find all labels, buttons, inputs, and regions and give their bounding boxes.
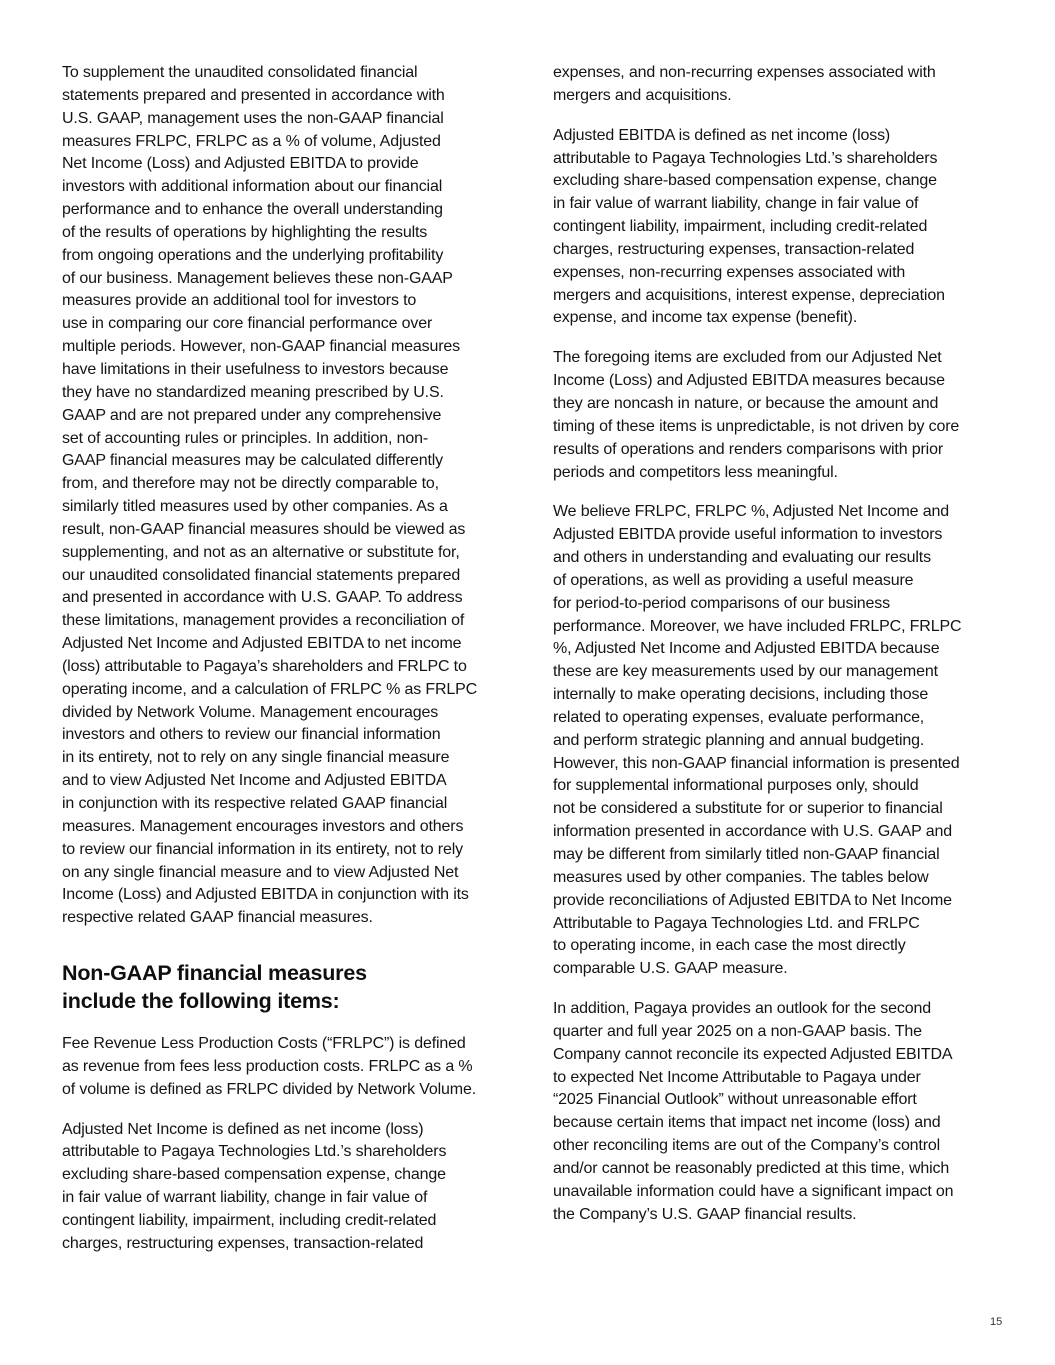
text-line: Company cannot reconcile its expected Adjusted EBITDA	[553, 1045, 953, 1063]
text-line: on any single financial measure and to view Adjusted Net	[62, 863, 459, 881]
text-line: set of accounting rules or principles. In addition, non-	[62, 429, 429, 447]
text-line: other reconciling items are out of the Company’s control	[553, 1137, 941, 1155]
text-line: mergers and acquisitions.	[553, 86, 732, 104]
page-number: 15	[990, 1316, 1003, 1328]
text-line: related to operating expenses, evaluate performance,	[553, 708, 925, 726]
text-line: to review our financial information in its entirety, not to rely	[62, 840, 463, 858]
text-line: performance. Moreover, we have included FRLPC, FRLPC	[553, 617, 962, 635]
text-line: to operating income, in each case the most directly	[553, 937, 906, 955]
text-line: GAAP financial measures may be calculated differently	[62, 452, 443, 470]
text-line: our unaudited consolidated financial statements prepared	[62, 566, 461, 584]
text-line: for period-to-period comparisons of our business	[553, 594, 890, 612]
text-line: the Company’s U.S. GAAP financial results.	[553, 1205, 857, 1223]
text-line: unavailable information could have a significant impact on	[553, 1182, 954, 1200]
text-line: result, non-GAAP financial measures should be viewed as	[62, 520, 466, 538]
adjusted-net-income-definition-paragraph	[62, 1119, 512, 1256]
text-line: Net Income (Loss) and Adjusted EBITDA to provide	[62, 155, 419, 173]
text-line: of volume is defined as FRLPC divided by Network Volume.	[62, 1080, 477, 1098]
text-line: GAAP and are not prepared under any comprehensive	[62, 406, 442, 424]
text-line: investors with additional information about our financial	[62, 178, 443, 196]
text-line: operating income, and a calculation of FRLPC % as FRLPC	[62, 680, 478, 698]
text-line: use in comparing our core financial performance over	[62, 315, 433, 333]
text-line: attributable to Pagaya Technologies Ltd.’s shareholders	[62, 1143, 447, 1161]
text-line: expenses, non-recurring expenses associated with	[553, 263, 906, 281]
text-line: include the following items:	[62, 989, 340, 1014]
text-line: in its entirety, not to rely on any single financial measure	[62, 749, 450, 767]
text-line: of the results of operations by highlighting the results	[62, 223, 428, 241]
text-line: and others in understanding and evaluating our results	[553, 549, 931, 567]
foregoing-items-paragraph	[553, 347, 1003, 484]
text-line: Adjusted Net Income is defined as net income (loss)	[62, 1120, 424, 1138]
text-line: these limitations, management provides a reconciliation of	[62, 612, 465, 630]
text-line: to expected Net Income Attributable to Pagaya under	[553, 1068, 921, 1086]
text-line: supplementing, and not as an alternative or substitute for,	[62, 543, 460, 561]
text-line: in fair value of warrant liability, change in fair value of	[553, 195, 919, 213]
text-line: We believe FRLPC, FRLPC %, Adjusted Net Income and	[553, 503, 949, 521]
text-line: Adjusted EBITDA is defined as net income (loss)	[553, 126, 891, 144]
text-line: contingent liability, impairment, including credit-related	[62, 1211, 437, 1229]
text-line: for supplemental informational purposes only, should	[553, 777, 919, 795]
text-line: Income (Loss) and Adjusted EBITDA measures because	[553, 372, 945, 390]
text-line: not be considered a substitute for or superior to financial	[553, 800, 943, 818]
text-line: measures used by other companies. The tables below	[553, 868, 929, 886]
outlook-paragraph	[553, 998, 1003, 1226]
text-line: timing of these items is unpredictable, is not driven by core	[553, 417, 960, 435]
text-line: contingent liability, impairment, including credit-related	[553, 218, 928, 236]
text-line: in fair value of warrant liability, change in fair value of	[62, 1189, 428, 1207]
text-line: and presented in accordance with U.S. GAAP. To address	[62, 589, 463, 607]
text-line: expenses, and non-recurring expenses associated with	[553, 64, 936, 81]
text-line: To supplement the unaudited consolidated financial	[62, 64, 418, 81]
text-line: of operations, as well as providing a useful measure	[553, 571, 914, 589]
text-line: because certain items that impact net income (loss) and	[553, 1114, 941, 1132]
text-line: Attributable to Pagaya Technologies Ltd. and FRLPC	[553, 914, 920, 932]
text-line: In addition, Pagaya provides an outlook for the second	[553, 1000, 931, 1018]
text-line: and perform strategic planning and annual budgeting.	[553, 731, 925, 749]
text-line: However, this non-GAAP financial information is presented	[553, 754, 960, 772]
text-line: performance and to enhance the overall understanding	[62, 201, 443, 219]
text-line: and to view Adjusted Net Income and Adjusted EBITDA	[62, 772, 447, 790]
left-column	[62, 62, 512, 1273]
text-line: measures FRLPC, FRLPC as a % of volume, Adjusted	[62, 132, 441, 150]
text-line: measures provide an additional tool for investors to	[62, 292, 417, 310]
text-line: attributable to Pagaya Technologies Ltd.’s shareholders	[553, 149, 938, 167]
text-line: excluding share-based compensation expense, change	[62, 1166, 446, 1184]
text-line: they have no standardized meaning prescribed by U.S.	[62, 383, 444, 401]
text-line: information presented in accordance with U.S. GAAP and	[553, 823, 952, 841]
text-line: have limitations in their usefulness to investors because	[62, 360, 449, 378]
text-line: from ongoing operations and the underlying profitability	[62, 246, 444, 264]
text-line: “2025 Financial Outlook” without unreasonable effort	[553, 1091, 917, 1109]
text-line: expense, and income tax expense (benefit).	[553, 309, 858, 327]
frlpc-definition-paragraph	[62, 1033, 512, 1102]
text-line: multiple periods. However, non-GAAP financial measures	[62, 338, 461, 356]
text-line: and/or cannot be reasonably predicted at this time, which	[553, 1159, 950, 1177]
text-line: Income (Loss) and Adjusted EBITDA in conjunction with its	[62, 886, 469, 904]
text-line: may be different from similarly titled non-GAAP financial	[553, 846, 940, 863]
text-line: quarter and full year 2025 on a non-GAAP basis. The	[553, 1022, 922, 1040]
text-line: Non-GAAP financial measures	[62, 961, 367, 986]
text-line: statements prepared and presented in accordance with	[62, 86, 445, 104]
right-column	[553, 62, 1003, 1244]
text-line: Fee Revenue Less Production Costs (“FRLPC”) is defined	[62, 1035, 466, 1053]
text-line: divided by Network Volume. Management encourages	[62, 703, 439, 721]
text-line: charges, restructuring expenses, transaction-related	[553, 240, 915, 258]
text-line: internally to make operating decisions, including those	[553, 686, 929, 704]
intro-paragraph	[62, 62, 512, 930]
text-line: from, and therefore may not be directly comparable to,	[62, 475, 439, 493]
text-line: Adjusted Net Income and Adjusted EBITDA to net income	[62, 635, 462, 653]
text-line: excluding share-based compensation expense, change	[553, 172, 937, 190]
section-heading	[62, 959, 512, 1015]
text-line: mergers and acquisitions, interest expense, depreciation	[553, 286, 945, 304]
text-line: results of operations and renders comparisons with prior	[553, 440, 944, 458]
text-line: respective related GAAP financial measures.	[62, 909, 373, 927]
text-line: The foregoing items are excluded from our Adjusted Net	[553, 349, 942, 367]
text-line: they are noncash in nature, or because the amount and	[553, 394, 939, 412]
text-line: Adjusted EBITDA provide useful information to investors	[553, 526, 943, 544]
text-line: periods and competitors less meaningful.	[553, 463, 838, 481]
text-line: these are key measurements used by our management	[553, 663, 938, 681]
text-line: provide reconciliations of Adjusted EBITDA to Net Income	[553, 891, 952, 909]
text-line: (loss) attributable to Pagaya’s shareholders and FRLPC to	[62, 657, 467, 675]
text-line: in conjunction with its respective related GAAP financial	[62, 795, 448, 812]
text-line: %, Adjusted Net Income and Adjusted EBITDA because	[553, 640, 940, 658]
text-line: measures. Management encourages investors and others	[62, 817, 464, 835]
text-line: similarly titled measures used by other companies. As a	[62, 498, 448, 516]
text-line: comparable U.S. GAAP measure.	[553, 960, 788, 978]
text-line: as revenue from fees less production costs. FRLPC as a %	[62, 1057, 473, 1075]
usefulness-paragraph	[553, 501, 1003, 981]
text-line: charges, restructuring expenses, transaction-related	[62, 1234, 424, 1252]
adjusted-net-income-continued-paragraph	[553, 62, 1003, 108]
text-line: of our business. Management believes these non-GAAP	[62, 269, 453, 287]
text-line: investors and others to review our financial information	[62, 726, 441, 744]
text-line: U.S. GAAP, management uses the non-GAAP financial	[62, 109, 444, 127]
adjusted-ebitda-definition-paragraph	[553, 125, 1003, 331]
